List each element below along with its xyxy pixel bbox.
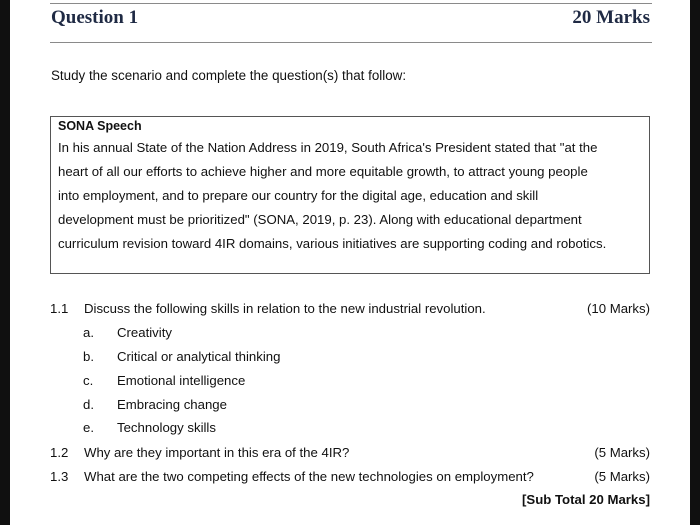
sub-item-text: Emotional intelligence [117, 373, 246, 388]
question-text-1-1: Discuss the following skills in relation to the new industrial revolution. [84, 301, 486, 316]
scenario-title: SONA Speech [58, 119, 142, 133]
question-number-1-2: 1.2 [50, 445, 69, 460]
sub-item-text: Embracing change [117, 397, 227, 412]
scenario-line: curriculum revision toward 4IR domains, various initiatives are supporting coding and robotics. [58, 236, 607, 251]
question-marks-1-3: (5 Marks) [594, 469, 650, 484]
question-number-1-3: 1.3 [50, 469, 69, 484]
right-frame-edge [690, 0, 700, 525]
subtotal-marks: [Sub Total 20 Marks] [522, 492, 650, 507]
left-frame-edge [0, 0, 10, 525]
question-text-1-3: What are the two competing effects of the new technologies on employment? [84, 469, 534, 484]
heading-rule [50, 42, 652, 43]
top-rule [50, 3, 652, 4]
scenario-line: heart of all our efforts to achieve higher and more equitable growth, to attract young people [58, 164, 588, 179]
sub-item-text: Creativity [117, 325, 172, 340]
question-text-1-2: Why are they important in this era of the 4IR? [84, 445, 350, 460]
scenario-line: development must be prioritized" (SONA, 2019, p. 23). Along with educational department [58, 212, 582, 227]
sub-item-text: Critical or analytical thinking [117, 349, 281, 364]
scenario-line: In his annual State of the Nation Address in 2019, South Africa's President stated that "at the [58, 140, 598, 155]
question-marks: 20 Marks [572, 7, 650, 28]
scenario-box [50, 116, 650, 274]
question-title: Question 1 [51, 7, 139, 28]
question-marks-1-1: (10 Marks) [586, 301, 650, 316]
sub-item-letter: b. [83, 349, 94, 364]
question-marks-1-2: (5 Marks) [594, 445, 650, 460]
sub-item-letter: e. [83, 420, 94, 435]
sub-item-text: Technology skills [117, 420, 216, 435]
sub-item-letter: d. [83, 397, 94, 412]
sub-item-letter: c. [83, 373, 94, 388]
intro-text: Study the scenario and complete the question(s) that follow: [51, 68, 407, 83]
sub-item-letter: a. [83, 325, 94, 340]
question-number-1-1: 1.1 [50, 301, 69, 316]
scenario-line: into employment, and to prepare our country for the digital age, education and skill [58, 188, 539, 203]
